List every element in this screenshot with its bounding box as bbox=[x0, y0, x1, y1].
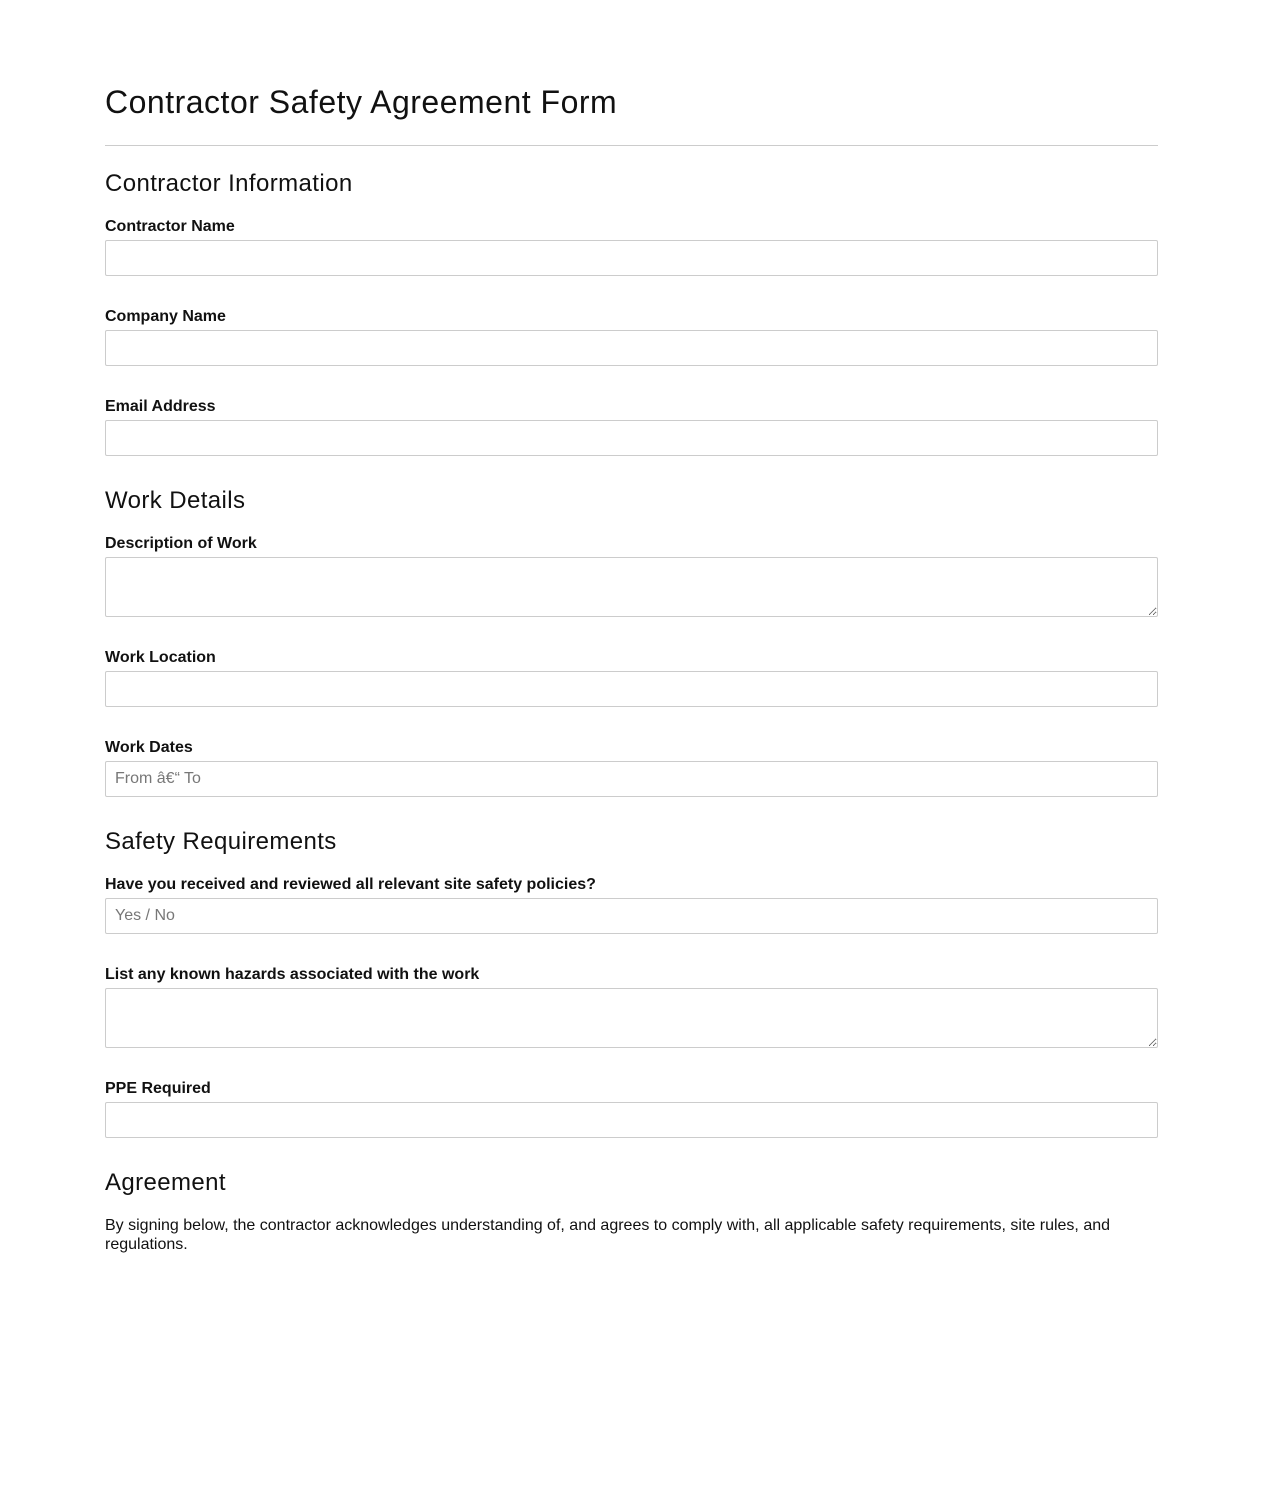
field-policies bbox=[105, 875, 1158, 934]
divider bbox=[105, 145, 1158, 146]
field-label: Description of Work bbox=[105, 535, 257, 552]
company-name-input[interactable] bbox=[105, 330, 1158, 366]
description-textarea[interactable] bbox=[105, 557, 1158, 617]
field-company-name bbox=[105, 307, 1158, 366]
contractor-name-input[interactable] bbox=[105, 240, 1158, 276]
agreement-text: By signing below, the contractor acknowledges understanding of, and agrees to comply with, all applicable safety requirements, site rules, and regulations. bbox=[105, 1217, 1111, 1253]
policies-input[interactable] bbox=[105, 898, 1158, 934]
work-dates-input[interactable] bbox=[105, 761, 1158, 797]
section-safety-requirements bbox=[105, 828, 1158, 1138]
field-label: PPE Required bbox=[105, 1080, 211, 1097]
field-label: Company Name bbox=[105, 308, 226, 325]
field-location bbox=[105, 648, 1158, 707]
ppe-input[interactable] bbox=[105, 1102, 1158, 1138]
field-label: Have you received and reviewed all relevant site safety policies? bbox=[105, 876, 596, 893]
field-dates bbox=[105, 738, 1158, 797]
section-contractor-information bbox=[105, 170, 1158, 456]
section-heading: Work Details bbox=[105, 487, 246, 514]
hazards-textarea[interactable] bbox=[105, 988, 1158, 1048]
section-agreement bbox=[105, 1169, 1158, 1254]
field-hazards bbox=[105, 965, 1158, 1048]
field-email bbox=[105, 397, 1158, 456]
field-description bbox=[105, 534, 1158, 617]
field-label: Contractor Name bbox=[105, 218, 235, 235]
field-label: Work Dates bbox=[105, 739, 193, 756]
work-location-input[interactable] bbox=[105, 671, 1158, 707]
section-work-details bbox=[105, 487, 1158, 797]
form bbox=[105, 0, 1158, 1254]
email-input[interactable] bbox=[105, 420, 1158, 456]
field-label: Email Address bbox=[105, 398, 216, 415]
field-ppe bbox=[105, 1079, 1158, 1138]
section-heading: Agreement bbox=[105, 1169, 226, 1196]
section-heading: Safety Requirements bbox=[105, 828, 337, 855]
field-contractor-name bbox=[105, 217, 1158, 276]
section-heading: Contractor Information bbox=[105, 170, 353, 197]
field-label: Work Location bbox=[105, 649, 216, 666]
page-title: Contractor Safety Agreement Form bbox=[105, 84, 618, 120]
field-label: List any known hazards associated with the work bbox=[105, 966, 480, 983]
